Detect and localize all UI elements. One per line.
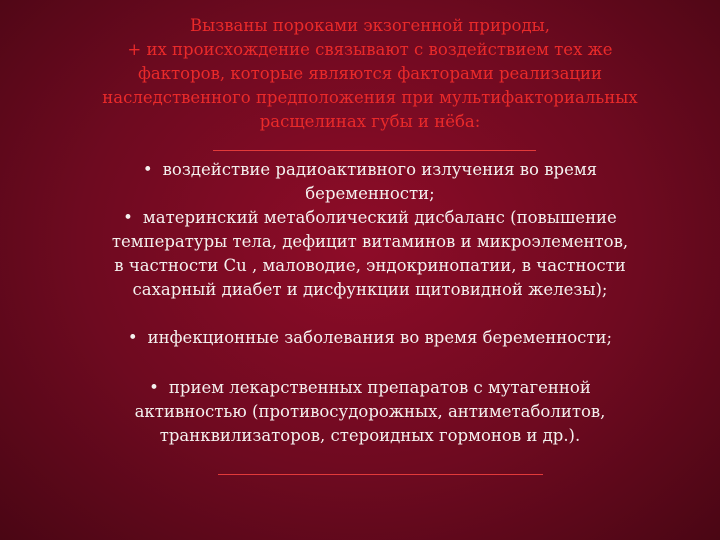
bullet-line: инфекционные заболевания во время беременности; [147,328,613,347]
bullet-line: прием лекарственных препаратов с мутагенной [168,378,591,397]
bullet-item-metabolic [60,206,680,302]
bullet-icon: • [127,328,138,347]
intro-line: + их происхождение связывают с воздействием тех же [127,40,613,59]
bottom-divider [218,474,543,475]
bullet-line: активностью (противосудорожных, антиметаболитов, [134,402,606,421]
bullet-icon: • [149,378,159,397]
bullet-icon: • [123,208,133,227]
bullet-line: транквилизаторов, стероидных гормонов и др.). [159,426,581,445]
bullet-item-radiation [60,158,680,206]
intro-text [70,14,670,134]
bullet-line: материнский метаболический дисбаланс (повышение [142,208,617,227]
bullet-item-medication [60,376,680,448]
intro-line: наследственного предположения при мультифакториальных [102,88,638,107]
bullet-list [60,158,680,448]
bullet-icon: • [142,160,153,179]
intro-line: расщелинах губы и нёба: [259,112,481,131]
intro-line: Вызваны пороками экзогенной природы, [189,16,551,35]
intro-line: факторов, которые являются факторами реализации [137,64,603,83]
top-divider [213,150,536,151]
bullet-item-infection [60,326,680,350]
bullet-line: воздействие радиоактивного излучения во время [162,160,598,179]
bullet-line: температуры тела, дефицит витаминов и микроэлементов, [111,232,629,251]
bullet-line: сахарный диабет и дисфункции щитовидной железы); [132,280,608,299]
bullet-line: беременности; [305,184,435,203]
bullet-line: в частности Cu , маловодие, эндокринопатии, в частности [114,256,626,275]
